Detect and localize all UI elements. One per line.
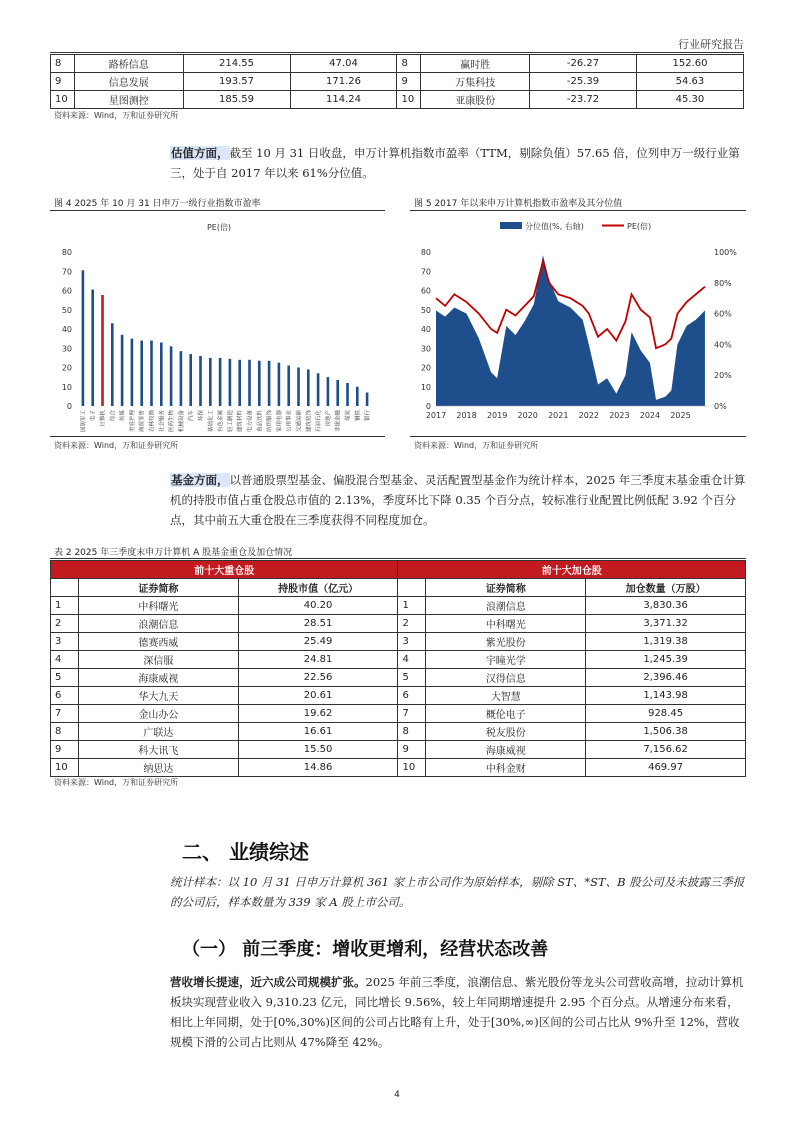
bar [278,363,281,406]
x-tick-label: 轻工制造 [227,410,234,433]
bar [199,356,202,406]
table-row [51,741,746,759]
legend-label-percentile: 分位值(%, 右轴) [525,222,584,231]
table-cell: 185.59 [183,91,290,109]
y-tick-label: 40 [61,325,72,334]
table-cell: 5 [398,669,426,687]
table-cell: 中科金财 [426,759,586,777]
bar [287,366,290,406]
table-cell: 469.97 [586,759,746,777]
chart-title: PE(倍) [206,223,232,232]
x-tick-label: 综合 [110,410,117,422]
fig4-source: 资料来源：Wind，万和证券研究所 [54,441,179,450]
x-tick-label: 2022 [578,411,599,420]
y-tick-label: 0 [66,402,72,411]
x-tick-label: 2018 [456,411,477,420]
table-cell: 3,830.36 [586,597,746,615]
table-cell: 万集科技 [421,73,530,91]
fig4-bar-chart [52,214,386,434]
x-tick-label: 社会服务 [159,410,166,433]
revenue-text: 2025 年前三季度，浪潮信息、紫光股份等龙头公司营收高增，拉动计算机板块实现营业收入 9,310.23 亿元，同比增长 9.56%，较上年同期增速提升 2.95 个百分点。从增速分布来看，相比上年同期，处于[0%,30%)区间的公司占比略有上升，处于[30%,∞)区间的公司占比从 9%升至 12%，营收规模下滑的公司占比则从 47%降至 42%。 [170,975,744,1049]
valuation-lead: 估值方面， [171,146,229,160]
y-right-tick-label: 20% [714,371,732,381]
table-cell: 20.61 [238,687,398,705]
bar [189,354,192,406]
table-row [51,597,746,615]
fig5-title: 图 5 2017 年以来申万计算机指数市盈率及其分位值 [414,199,623,209]
bar [366,393,369,406]
x-tick-label: 机械设备 [178,410,185,433]
table-cell: 28.51 [238,615,398,633]
table-row [51,759,746,777]
table-cell: 信息发展 [74,73,183,91]
bar [307,369,310,406]
table-cell: 纳思达 [78,759,238,777]
table-cell: 海康威视 [78,669,238,687]
table-cell: 9 [51,741,79,759]
x-tick-label: 房地产 [325,410,332,427]
col-name-right: 证券简称 [426,579,586,597]
table-cell: 海康威视 [426,741,586,759]
bar [219,358,222,406]
header-rule [50,52,744,53]
y-tick-label: 20 [61,363,72,373]
x-tick-label: 有色金属 [218,410,225,433]
table-cell: 浪潮信息 [426,597,586,615]
section-heading: 二、 业绩综述 [182,840,309,864]
x-tick-label: 2020 [517,411,538,420]
bar [356,387,359,406]
bar [150,341,153,406]
table-row [51,651,746,669]
table-cell: 171.26 [290,73,397,91]
bar [258,361,261,406]
x-tick-label: 传媒 [120,410,127,422]
revenue-paragraph [170,972,748,1052]
table-cell: 大智慧 [426,687,586,705]
table-cell: 1 [398,597,426,615]
y-tick-label: 70 [61,267,72,277]
table1-continued [50,54,744,109]
bar [346,383,349,406]
table-cell: 45.30 [636,91,743,109]
page-number: 4 [394,1090,400,1100]
y-right-tick-label: 80% [714,278,732,288]
bar [317,373,320,406]
y-right-tick-label: 100% [714,248,737,257]
table-cell: 6 [398,687,426,705]
table-cell: 1,319.38 [586,633,746,651]
bar [140,341,143,406]
legend-label-pe: PE(倍) [627,222,652,231]
table-cell: 星图测控 [74,91,183,109]
fig5-source: 资料来源：Wind，万和证券研究所 [414,441,539,450]
col-value-left: 持股市值（亿元） [238,579,398,597]
table-cell: 9 [51,73,75,91]
valuation-paragraph [170,143,748,183]
table-cell: 19.62 [238,705,398,723]
y-left-tick-label: 60 [420,286,431,296]
x-tick-label: 煤炭 [345,410,352,422]
x-tick-label: 纺织服饰 [267,410,274,433]
table-row [51,91,744,109]
table-cell: 10 [51,759,79,777]
bar [327,377,330,406]
table-cell: 4 [398,651,426,669]
table-cell: 40.20 [238,597,398,615]
bar [268,361,271,406]
x-tick-label: 2021 [548,411,569,420]
bar [131,339,134,406]
x-tick-label: 银行 [365,410,372,422]
bar [229,359,232,406]
fig5-title-rule [410,210,746,211]
table1-source: 资料来源：Wind，万和证券研究所 [54,111,179,120]
table-cell: 紫光股份 [426,633,586,651]
bar [170,346,173,406]
table2-source: 资料来源：Wind，万和证券研究所 [54,778,179,787]
table-cell: 152.60 [636,55,743,73]
table-cell: 8 [397,55,421,73]
fund-text: 以普通股票型基金、偏股混合型基金、灵活配置型基金作为统计样本，2025 年三季度末基金重仓计算机的持股市值占重仓股总市值的 2.13%，季度环比下降 0.35 个百分点，较标准行业配置比例低配 3.92 个百分点，其中前五大重仓股在三季度获得不同程度加仓。 [170,473,746,527]
table-cell: 宇瞳光学 [426,651,586,669]
table-cell: 概伦电子 [426,705,586,723]
table-cell: 赢时胜 [421,55,530,73]
bar [91,290,94,406]
table-cell: 54.63 [636,73,743,91]
top10-additions-head: 前十大加仓股 [398,561,746,579]
table-cell: 2 [398,615,426,633]
table-cell: 22.56 [238,669,398,687]
bar [336,380,339,406]
table-row [51,73,744,91]
table-cell: 1,506.38 [586,723,746,741]
table-row [51,633,746,651]
table2-title: 表 2 2025 年三季度末申万计算机 A 股基金重仓及加仓情况 [54,548,293,558]
table-cell: 7,156.62 [586,741,746,759]
table-row [51,687,746,705]
y-left-tick-label: 80 [420,248,431,257]
revenue-lead: 营收增长提速，近六成公司规模扩张。 [170,975,366,989]
table-cell: 深信服 [78,651,238,669]
x-tick-label: 国防军工 [80,410,87,433]
x-tick-label: 建筑材料 [237,410,244,433]
x-tick-label: 食品饮料 [257,410,264,433]
table-cell: 2,396.46 [586,669,746,687]
x-tick-label: 电子 [90,410,97,422]
table-cell: 广联达 [78,723,238,741]
table-cell: 10 [398,759,426,777]
table-cell: 5 [51,669,79,687]
x-tick-label: 非银金融 [335,410,342,433]
x-tick-label: 石油石化 [316,410,323,433]
percentile-area [436,255,705,406]
y-tick-label: 10 [61,382,72,392]
table-cell: 8 [51,55,75,73]
bar [238,360,241,406]
y-left-tick-label: 40 [420,325,431,334]
x-tick-label: 农林牧渔 [149,410,156,433]
bar [180,351,183,406]
x-tick-label: 2017 [425,411,447,420]
table-cell: 汉得信息 [426,669,586,687]
fund-paragraph [170,470,748,530]
x-tick-label: 交通运输 [296,410,303,433]
table-cell: 47.04 [290,55,397,73]
x-tick-label: 2025 [670,411,691,420]
table-cell: 金山办公 [78,705,238,723]
col-name-left: 证券简称 [78,579,238,597]
table-cell: 科大讯飞 [78,741,238,759]
table-cell: 8 [398,723,426,741]
table-cell: 1,245.39 [586,651,746,669]
x-tick-label: 商贸零售 [139,410,146,433]
table-cell: 8 [51,723,79,741]
table-row [51,723,746,741]
x-tick-label: 医药生物 [169,410,176,433]
table-cell: 9 [398,741,426,759]
x-tick-label: 钢铁 [355,410,362,422]
y-tick-label: 60 [61,286,72,296]
table-row [51,705,746,723]
table-cell: 10 [51,91,75,109]
fig4-title-rule [50,210,385,211]
y-right-tick-label: 0% [714,402,727,411]
legend-swatch-percentile [500,222,522,229]
bar [111,323,114,406]
x-tick-label: 电力设备 [247,410,254,433]
bar [297,368,300,407]
table-cell: 10 [397,91,421,109]
report-type-header: 行业研究报告 [678,38,744,51]
stat-note: 统计样本：以 10 月 31 日申万计算机 361 家上市公司作为原始样本，剔除 ST、*ST、B 股公司及未披露三季报的公司后，样本数量为 339 家 A 股上市公司。 [170,875,745,909]
y-left-tick-label: 0 [425,402,431,411]
table-cell: 7 [51,705,79,723]
table-cell: 9 [397,73,421,91]
table-cell: 德赛西威 [78,633,238,651]
x-tick-label: 建筑装饰 [306,410,313,433]
table-cell: 25.49 [238,633,398,651]
x-tick-label: 环保 [198,410,205,422]
y-right-tick-label: 40% [714,340,732,350]
table-cell: 1 [51,597,79,615]
table2 [50,560,746,777]
bar [82,270,85,406]
y-left-tick-label: 30 [420,344,431,354]
table-cell: 114.24 [290,91,397,109]
x-tick-label: 2019 [486,411,508,420]
fig4-title: 图 4 2025 年 10 月 31 日申万一级行业指数市盈率 [54,199,261,209]
fig5-area-chart [412,214,746,434]
bar [248,360,251,406]
y-tick-label: 50 [61,305,72,315]
table-cell: 浪潮信息 [78,615,238,633]
table2-title-rule [50,558,746,559]
table-cell: 15.50 [238,741,398,759]
table-cell: 7 [398,705,426,723]
table-cell: 2 [51,615,79,633]
table-cell: 华大九天 [78,687,238,705]
table-cell: 中科曙光 [426,615,586,633]
table-cell: 3 [51,633,79,651]
fund-lead: 基金方面， [171,473,229,487]
table-cell: 4 [51,651,79,669]
table-cell: 3,371.32 [586,615,746,633]
x-tick-label: 2024 [639,411,661,420]
table-row [51,615,746,633]
table-cell: 214.55 [183,55,290,73]
x-tick-label: 汽车 [188,410,195,422]
table-cell: 14.86 [238,759,398,777]
bar [160,342,163,406]
x-tick-label: 家用电器 [276,410,283,433]
table-cell: 1,143.98 [586,687,746,705]
y-left-tick-label: 20 [420,363,431,373]
table-cell: 193.57 [183,73,290,91]
bar [121,335,124,406]
table-cell: -23.72 [530,91,637,109]
y-tick-label: 80 [61,248,72,257]
x-tick-label: 基础化工 [208,410,215,433]
x-tick-label: 计算机 [100,410,107,427]
bar [209,358,212,406]
table-row [51,669,746,687]
y-right-tick-label: 60% [714,309,732,319]
table-cell: 3 [398,633,426,651]
x-tick-label: 2023 [609,411,630,420]
fig5-bottom-rule [410,436,746,437]
y-left-tick-label: 50 [420,305,431,315]
subsection-heading: （一） 前三季度：增收更增利，经营状态改善 [182,939,549,960]
table-cell: -25.39 [530,73,637,91]
table-cell: -26.27 [530,55,637,73]
top10-holdings-head: 前十大重仓股 [51,561,398,579]
bar [101,295,104,406]
valuation-text: 截至 10 月 31 日收盘，申万计算机指数市盈率（TTM，剔除负值）57.65 倍，位列申万一级行业第三，处于自 2017 年以来 61%分位值。 [170,146,740,180]
table-cell: 6 [51,687,79,705]
x-tick-label: 公用事业 [286,410,293,433]
table-cell: 税友股份 [426,723,586,741]
table-cell: 中科曙光 [78,597,238,615]
y-tick-label: 30 [61,344,72,354]
y-left-tick-label: 70 [420,267,431,277]
y-left-tick-label: 10 [420,382,431,392]
table-cell: 928.45 [586,705,746,723]
table-cell: 16.61 [238,723,398,741]
table-row [51,55,744,73]
table-cell: 路桥信息 [74,55,183,73]
col-value-right: 加仓数量（万股） [586,579,746,597]
x-tick-label: 美容护理 [129,410,136,433]
table-cell: 24.81 [238,651,398,669]
table-cell: 亚康股份 [421,91,530,109]
fig4-bottom-rule [50,436,385,437]
